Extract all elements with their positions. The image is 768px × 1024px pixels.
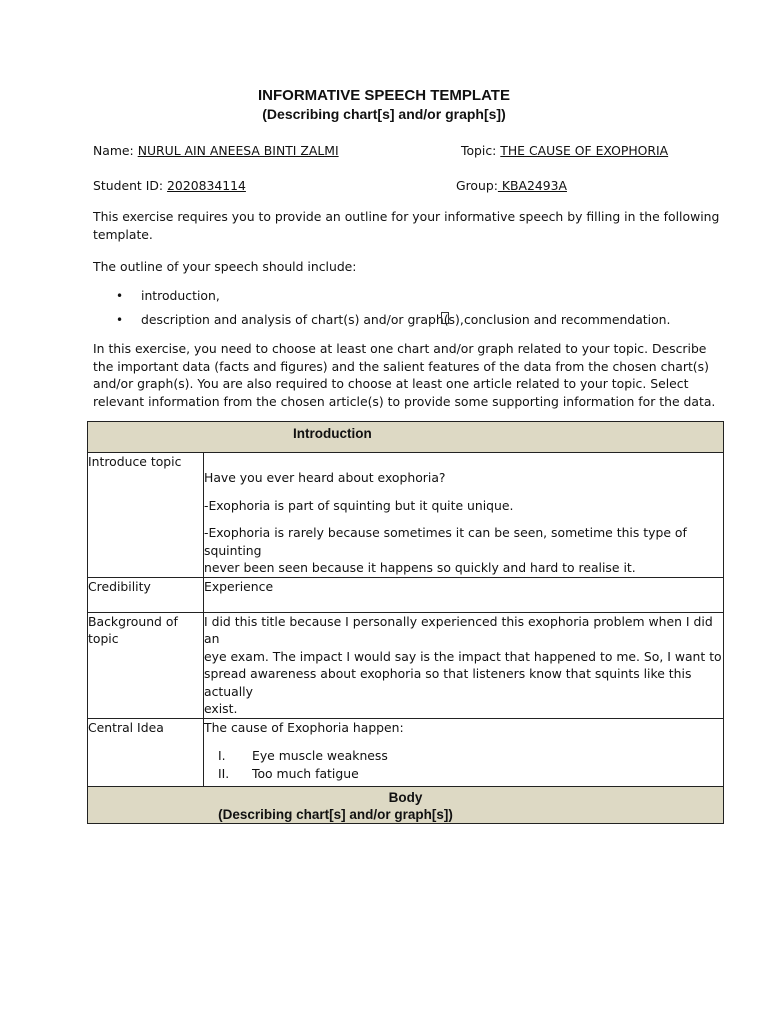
central-idea-list — [204, 747, 723, 782]
group-field — [456, 177, 567, 195]
group-value: KBA2493A — [497, 178, 567, 193]
bullet-item-conclusion: conclusion and recommendation. — [464, 312, 671, 327]
instruction-line: In this exercise, you need to choose at least one chart and/or graph related to your topic. Describe — [93, 341, 707, 356]
content-line: never been seen because it happens so quickly and hard to realise it. — [204, 560, 636, 575]
topic-label: Topic: — [461, 143, 497, 158]
content-line: eye exam. The impact I would say is the impact that happened to me. So, I want to — [204, 648, 722, 664]
central-idea-label: Central Idea — [88, 718, 204, 786]
bullet-item-description: description and analysis of chart(s) and/or graph(s), — [141, 312, 464, 327]
introduce-topic-label: Introduce topic — [88, 453, 204, 578]
page-subtitle: (Describing chart[s] and/or graph[s]) — [262, 106, 506, 122]
content-line: -Exophoria is part of squinting but it quite unique. — [204, 497, 514, 513]
central-idea-content — [204, 718, 724, 786]
student-id-value: 2020834114 — [167, 178, 246, 193]
instruction-line: relevant information from the chosen article(s) to provide some supporting information for the data. — [93, 393, 716, 409]
instruction-line: This exercise requires you to provide an outline for your informative speech by filling in the following — [93, 209, 720, 224]
bullet-marker: • — [116, 289, 124, 303]
content-line: exist. — [204, 701, 238, 716]
group-label: Group: — [456, 178, 498, 193]
name-value: NURUL AIN ANEESA BINTI ZALMI — [137, 143, 339, 158]
speech-outline-table — [87, 421, 724, 824]
introduce-topic-content — [204, 453, 724, 578]
introduction-header-row — [88, 422, 724, 453]
content-line: The cause of Exophoria happen: — [204, 719, 404, 735]
table-row — [88, 612, 724, 718]
bullet-marker: • — [116, 313, 124, 327]
table-row — [88, 577, 724, 612]
instruction-line: and/or graph(s). You are also required to choose at least one article related to your topic. Select — [93, 376, 689, 391]
body-header: Body (Describing chart[s] and/or graph[s]) — [88, 786, 724, 823]
credibility-label: Credibility — [88, 577, 204, 612]
content-line: -Exophoria is rarely because sometimes it can be seen, sometime this type of squinting — [204, 525, 687, 558]
list-item: II. Too much fatigue — [218, 765, 359, 781]
introduction-header: Introduction — [88, 422, 724, 453]
background-label: Background of topic — [88, 612, 204, 718]
instruction-paragraph-1 — [93, 208, 719, 243]
topic-field — [461, 142, 668, 160]
instruction-line: the important data (facts and figures) and the salient features of the data from the chosen chart(s) — [93, 358, 709, 374]
instruction-paragraph-2: The outline of your speech should include: — [93, 259, 357, 274]
credibility-content: Experience — [204, 577, 724, 612]
content-line: I did this title because I personally experienced this exophoria problem when I did an — [204, 613, 713, 646]
student-id-field — [93, 177, 246, 195]
instruction-line: template. — [93, 226, 153, 242]
body-header-row — [88, 786, 724, 823]
page-title: INFORMATIVE SPEECH TEMPLATE — [258, 87, 510, 104]
background-content — [204, 612, 724, 718]
bullet-item-introduction: introduction, — [141, 288, 220, 303]
topic-value: THE CAUSE OF EXOPHORIA — [500, 143, 669, 158]
instruction-paragraph-3 — [93, 340, 715, 410]
content-line: Have you ever heard about exophoria? — [204, 470, 446, 485]
checkbox-glyph-icon — [441, 310, 449, 329]
table-row — [88, 453, 724, 578]
student-id-label: Student ID: — [93, 178, 164, 193]
name-field — [93, 142, 339, 160]
name-label: Name: — [93, 143, 134, 158]
list-item: I. Eye muscle weakness — [218, 748, 388, 763]
table-row — [88, 718, 724, 786]
content-line: spread awareness about exophoria so that listeners know that squints like this actually — [204, 666, 692, 699]
